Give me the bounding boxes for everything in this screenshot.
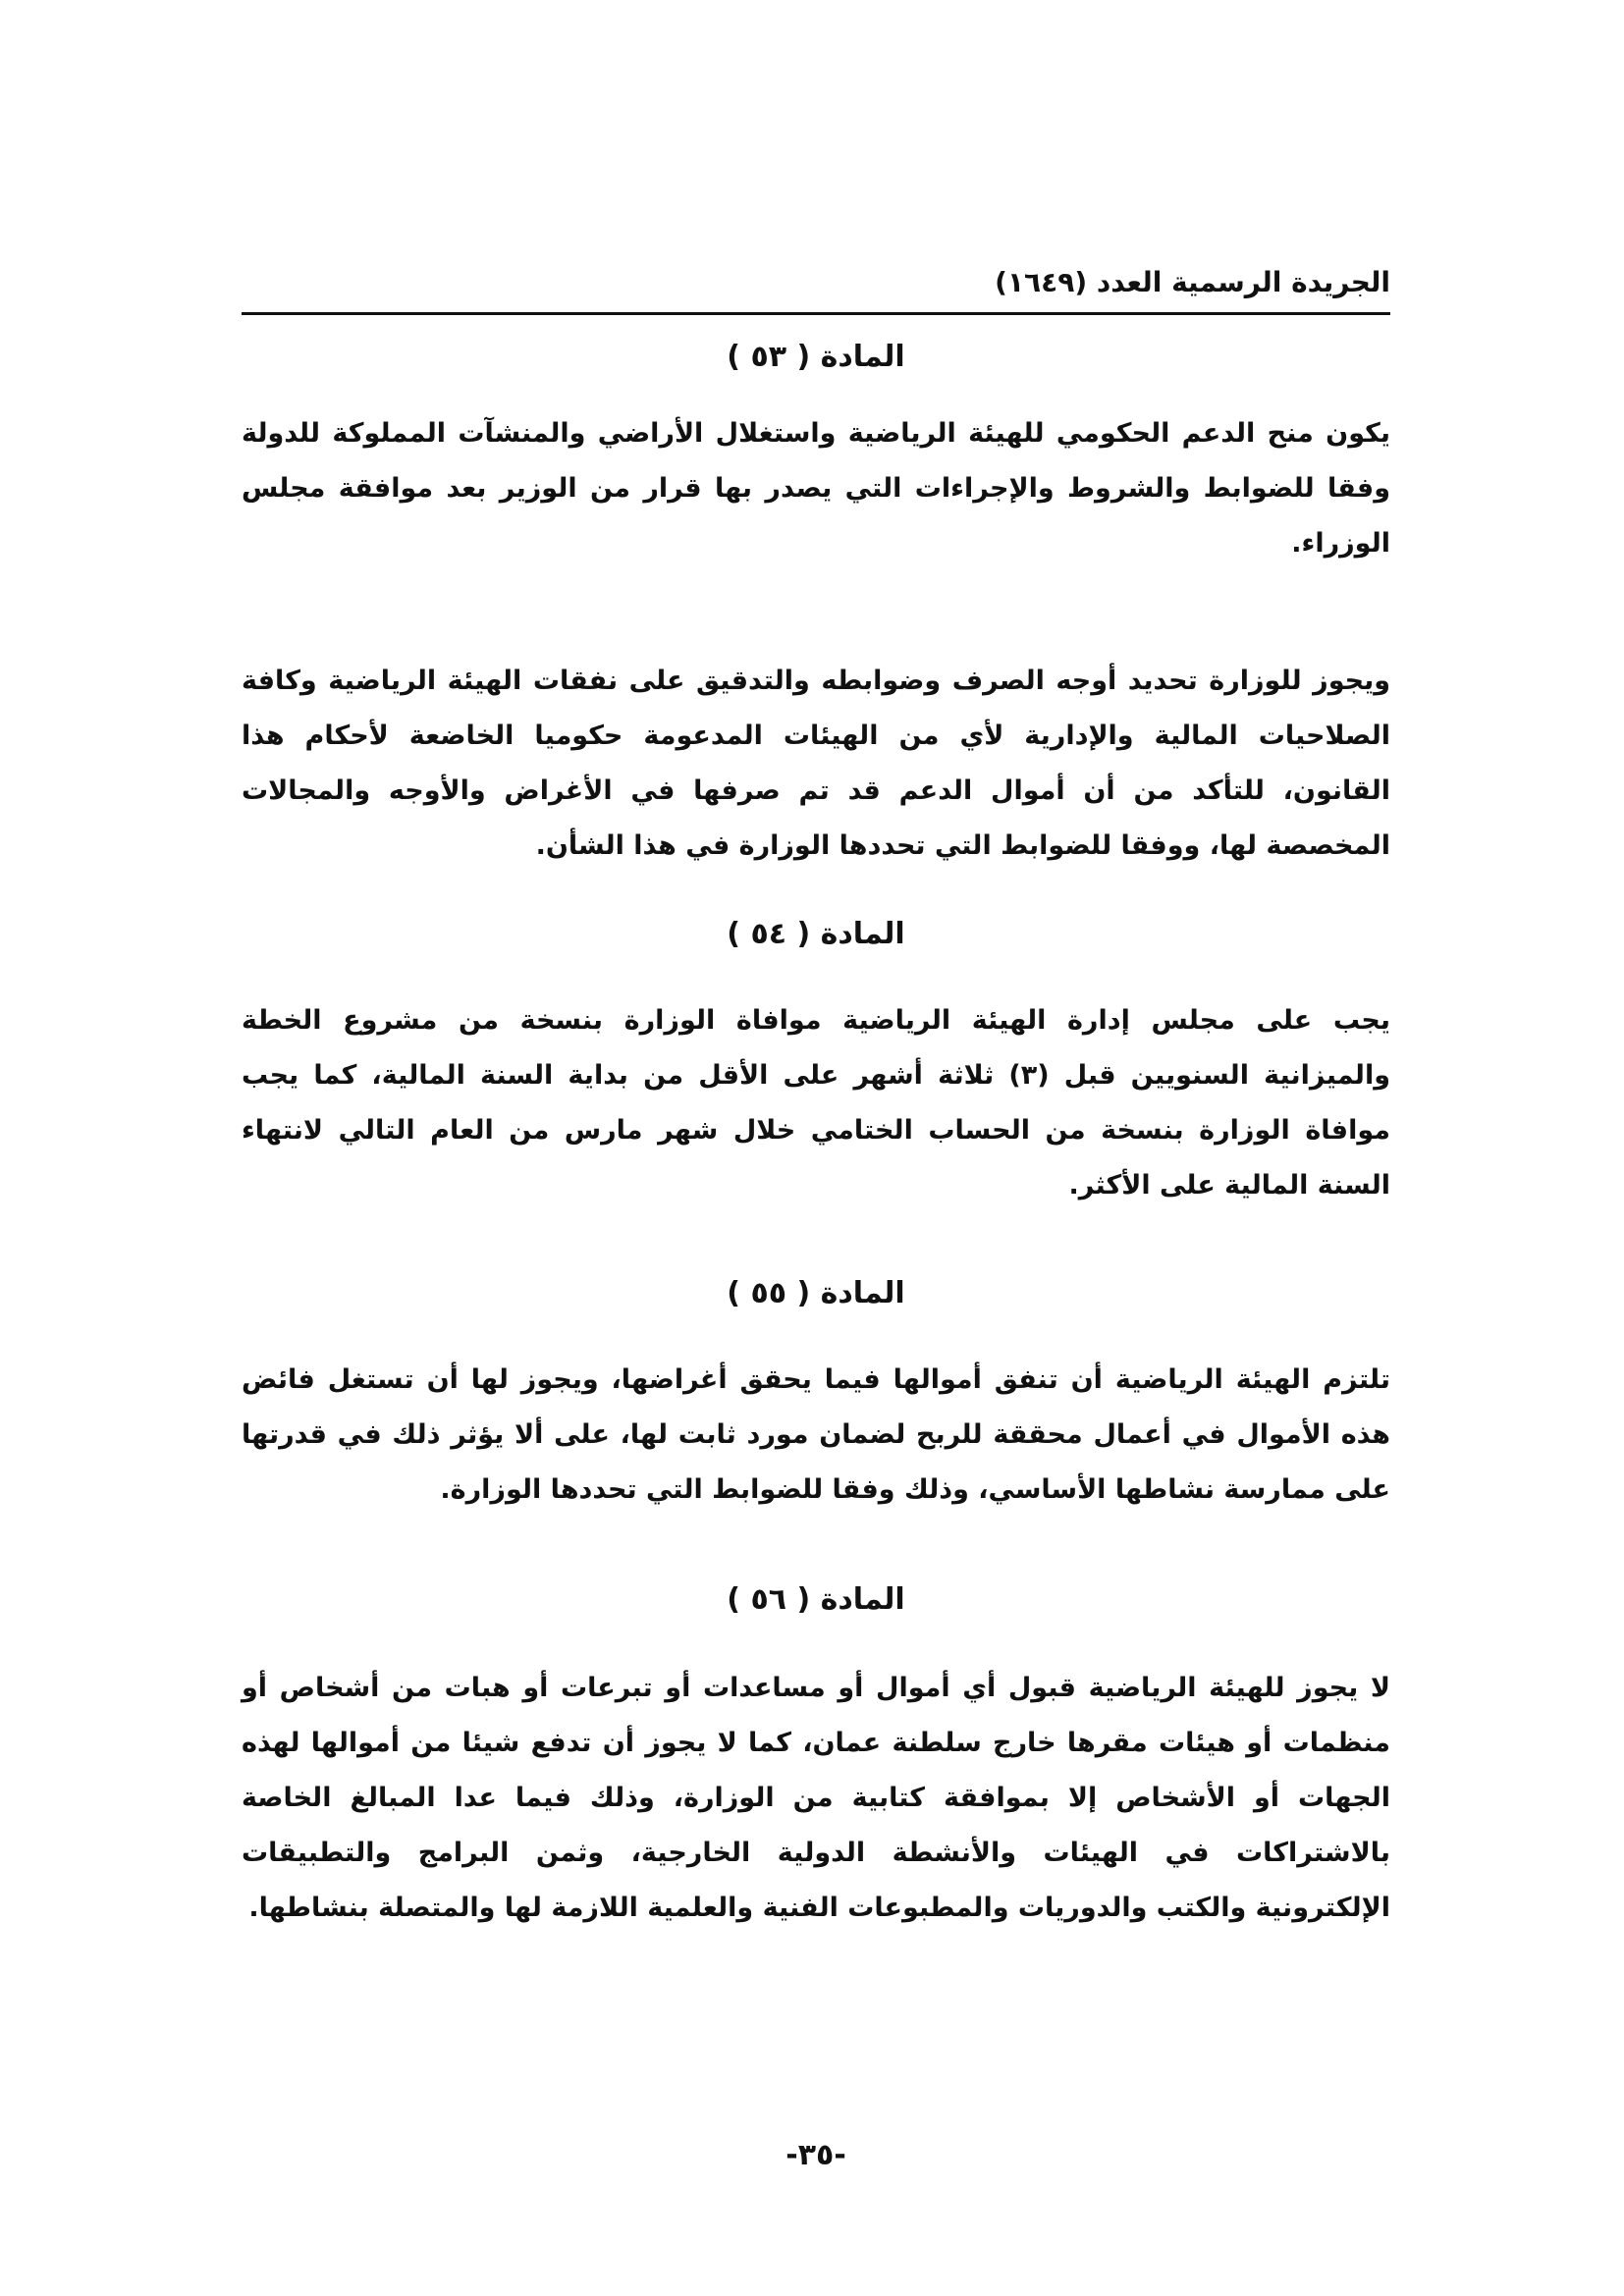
article-56-paragraph-1: لا يجوز للهيئة الرياضية قبول أي أموال أو مساعدات أو تبرعات أو هبات من أشخاص أو منظمات أو هيئات مقرها خارج سلطنة عمان، كما لا يجوز أن تدفع شيئا من أموالها لهذه الجهات أو الأشخاص إلا بموافقة كتابية من الوزارة، وذلك فيما عدا المبالغ الخاصة بالاشتراكات في الهيئات والأنشطة الدولية الخارجية، وثمن البرامج والتطبيقات الإلكترونية والكتب والدوريات والمطبوعات الفنية والعلمية اللازمة لها والمتصلة بنشاطها. xyxy=(242,1673,1390,1923)
article-55-title: المادة ( ٥٥ ) xyxy=(727,1276,905,1310)
gazette-header-title: الجريدة الرسمية العدد (١٦٤٩) xyxy=(995,266,1390,298)
article-54-paragraph-1: يجب على مجلس إدارة الهيئة الرياضية موافاة الوزارة بنسخة من مشروع الخطة والميزانية السنويين قبل (٣) ثلاثة أشهر على الأقل من بداية السنة المالية، كما يجب موافاة الوزارة بنسخة من الحساب الختامي خلال شهر مارس من العام التالي لانتهاء السنة المالية على الأكثر. xyxy=(242,1005,1390,1201)
article-53-title: المادة ( ٥٣ ) xyxy=(727,340,905,374)
header-divider xyxy=(242,312,1390,315)
page-number: -٣٥- xyxy=(785,2138,846,2172)
article-54-title: المادة ( ٥٤ ) xyxy=(727,917,905,951)
article-53-paragraph-1: يكون منح الدعم الحكومي للهيئة الرياضية واستغلال الأراضي والمنشآت المملوكة للدولة وفقا للضوابط والشروط والإجراءات التي يصدر بها قرار من الوزير بعد موافقة مجلس الوزراء. xyxy=(242,418,1390,559)
article-56-title: المادة ( ٥٦ ) xyxy=(727,1582,905,1617)
article-55-paragraph-1: تلتزم الهيئة الرياضية أن تنفق أموالها فيما يحقق أغراضها، ويجوز لها أن تستغل فائض هذه الأموال في أعمال محققة للربح لضمان مورد ثابت لها، على ألا يؤثر ذلك في قدرتها على ممارسة نشاطها الأساسي، وذلك وفقا للضوابط التي تحددها الوزارة. xyxy=(242,1364,1390,1505)
article-53-paragraph-2: ويجوز للوزارة تحديد أوجه الصرف وضوابطه والتدقيق على نفقات الهيئة الرياضية وكافة الصلاحيات المالية والإدارية لأي من الهيئات المدعومة حكوميا الخاضعة لأحكام هذا القانون، للتأكد من أن أموال الدعم قد تم صرفها في الأغراض والأوجه والمجالات المخصصة لها، ووفقا للضوابط التي تحددها الوزارة في هذا الشأن. xyxy=(242,666,1390,861)
